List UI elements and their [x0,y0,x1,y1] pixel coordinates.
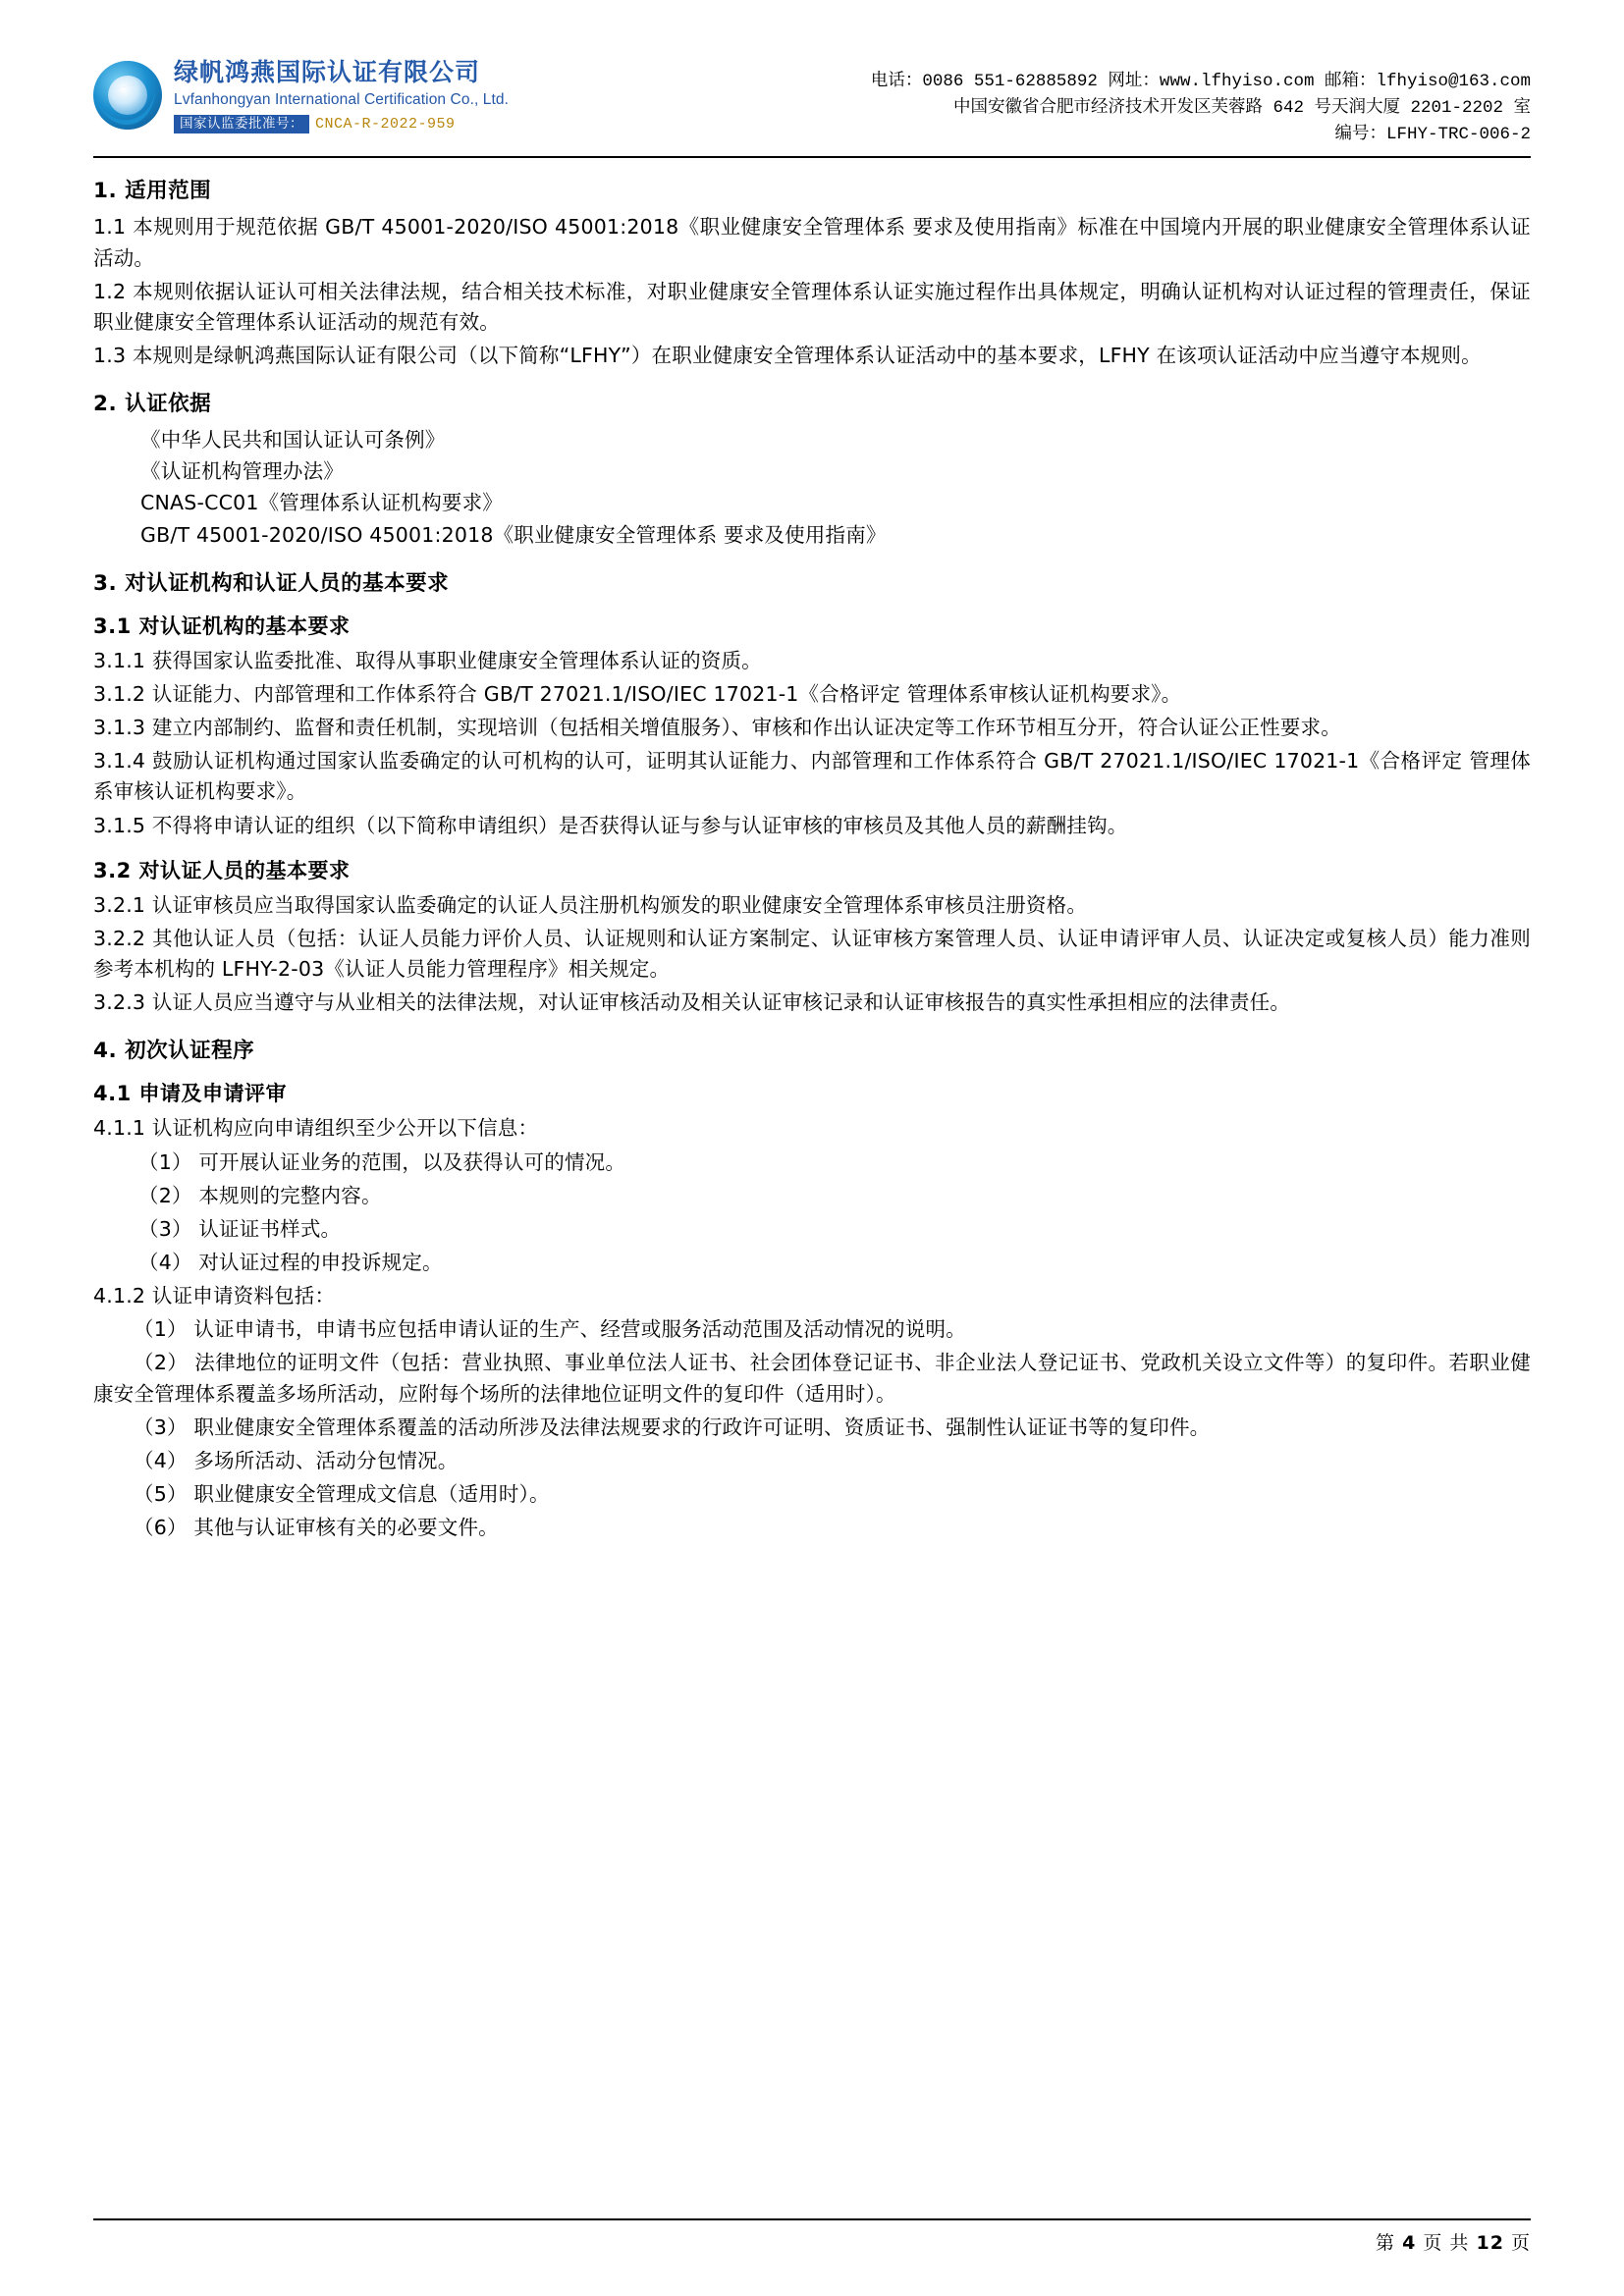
section-1-paragraph-3: 1.3 本规则是绿帆鸿燕国际认证有限公司（以下简称“LFHY”）在职业健康安全管理体系认证活动中的基本要求，LFHY 在该项认证活动中应当遵守本规则。 [93,344,1482,367]
contact-block [623,59,1531,148]
section-3-2-heading: 3.2 对认证人员的基本要求 [93,858,351,882]
page-prefix: 第 [1376,2232,1396,2254]
section-2-reference-4: GB/T 45001-2020/ISO 45001:2018《职业健康安全管理体系 要求及使用指南》 [140,522,887,547]
section-2-reference-1: 《中华人民共和国认证认可条例》 [140,428,446,453]
page-current: 4 [1402,2232,1417,2254]
section-1-paragraph-2: 1.2 本规则依据认证认可相关法律法规，结合相关技术标准，对职业健康安全管理体系认证实施过程作出具体规定，明确认证机构对认证过程的管理责任，保证职业健康安全管理体系认证活动的规范有效。 [93,279,1531,334]
section-4-1-heading: 4.1 申请及申请评审 [93,1082,288,1106]
footer-divider [93,2218,1531,2220]
company-logo-block [93,59,623,133]
section-4-1-doc-item-2: （2） 法律地位的证明文件（包括：营业执照、事业单位法人证书、社会团体登记证书、非企业法人登记证书、党政机关设立文件等）的复印件。若职业健康安全管理体系覆盖多场所活动，应附每个场所的法律地位证明文件的复印件（适用时）。 [93,1351,1531,1406]
section-4-1-item-2: （2） 本规则的完整内容。 [138,1183,382,1207]
page-middle: 页 共 [1423,2232,1470,2254]
page-suffix: 页 [1510,2232,1531,2254]
section-1-paragraph-1: 1.1 本规则用于规范依据 GB/T 45001-2020/ISO 45001:2018《职业健康安全管理体系 要求及使用指南》标准在中国境内开展的职业健康安全管理体系认证活动。 [93,215,1531,270]
section-3-1-paragraph-5: 3.1.5 不得将申请认证的组织（以下简称申请组织）是否获得认证与参与认证审核的审核员及其他人员的薪酬挂钩。 [93,813,1128,837]
section-4-1-doc-item-5: （5） 职业健康安全管理成文信息（适用时）。 [134,1482,550,1507]
approval-label: 国家认监委批准号： [174,115,309,134]
page-header [93,59,1531,154]
contact-line-1: 电话：0086 551-62885892 网址：www.lfhyiso.com 邮箱：lfhyiso@163.com [870,72,1531,91]
section-3-2-paragraph-3: 3.2.3 认证人员应当遵守与从业相关的法律法规，对认证审核活动及相关认证审核记录和认证审核报告的真实性承担相应的法律责任。 [93,990,1291,1015]
section-4-1-item-3: （3） 认证证书样式。 [138,1216,342,1241]
section-3-1-paragraph-4: 3.1.4 鼓励认证机构通过国家认监委确定的认可机构的认可，证明其认证能力、内部管理和工作体系符合 GB/T 27021.1/ISO/IEC 17021-1《合格评定 管理体系审核认证机构要求》。 [93,749,1531,804]
section-3-2-paragraph-1: 3.2.1 认证审核员应当取得国家认监委确定的认证人员注册机构颁发的职业健康安全管理体系审核员注册资格。 [93,892,1088,917]
section-1-heading: 1. 适用范围 [93,179,212,204]
document-number: 编号：LFHY-TRC-006-2 [1334,125,1531,145]
globe-logo-icon [93,61,162,130]
section-4-1-item-4: （4） 对认证过程的申投诉规定。 [138,1250,443,1274]
section-4-heading: 4. 初次认证程序 [93,1039,255,1064]
section-4-1-doc-item-3: （3） 职业健康安全管理体系覆盖的活动所涉及法律法规要求的行政许可证明、资质证书、强制性认证证书等的复印件。 [134,1415,1211,1439]
approval-code: CNCA-R-2022-959 [315,115,456,133]
section-4-1-doc-item-6: （6） 其他与认证审核有关的必要文件。 [134,1516,499,1540]
company-name-cn: 绿帆鸿燕国际认证有限公司 [174,58,481,86]
header-divider [93,156,1531,158]
section-3-heading: 3. 对认证机构和认证人员的基本要求 [93,570,450,596]
section-2-reference-2: 《认证机构管理办法》 [140,459,344,484]
section-3-1-paragraph-1: 3.1.1 获得国家认监委批准、取得从事职业健康安全管理体系认证的资质。 [93,648,762,672]
contact-line-2: 中国安徽省合肥市经济技术开发区芙蓉路 642 号天润大厦 2201-2202 室 [952,98,1531,119]
section-2-reference-3: CNAS-CC01《管理体系认证机构要求》 [140,491,503,515]
section-4-1-paragraph-1: 4.1.1 认证机构应向申请组织至少公开以下信息： [93,1116,539,1141]
section-3-1-heading: 3.1 对认证机构的基本要求 [93,614,351,638]
approval-number-row [174,115,509,134]
section-4-1-doc-item-4: （4） 多场所活动、活动分包情况。 [134,1448,459,1472]
section-4-1-paragraph-2: 4.1.2 认证申请资料包括： [93,1284,336,1308]
section-2-heading: 2. 认证依据 [93,392,212,417]
section-3-1-paragraph-3: 3.1.3 建立内部制约、监督和责任机制，实现培训（包括相关增值服务）、审核和作出认证决定等工作环节相互分开，符合认证公正性要求。 [93,716,1341,740]
section-4-1-doc-item-1: （1） 认证申请书，申请书应包括申请认证的生产、经营或服务活动范围及活动情况的说明。 [134,1317,966,1342]
page-number-block [93,2228,1531,2255]
page-footer [93,2218,1531,2255]
section-3-1-paragraph-2: 3.1.2 认证能力、内部管理和工作体系符合 GB/T 27021.1/ISO/IEC 17021-1《合格评定 管理体系审核认证机构要求》。 [93,681,1182,706]
company-name-block [174,59,509,133]
page-total: 12 [1476,2232,1504,2254]
section-4-1-item-1: （1） 可开展认证业务的范围，以及获得认可的情况。 [138,1149,626,1174]
company-name-en: Lvfanhongyan International Certification Co., Ltd. [174,90,510,108]
section-3-2-paragraph-2: 3.2.2 其他认证人员（包括：认证人员能力评价人员、认证规则和认证方案制定、认证审核方案管理人员、认证申请评审人员、认证决定或复核人员）能力准则参考本机构的 LFHY-2-03《认证人员能力管理程序》相关规定。 [93,926,1531,982]
